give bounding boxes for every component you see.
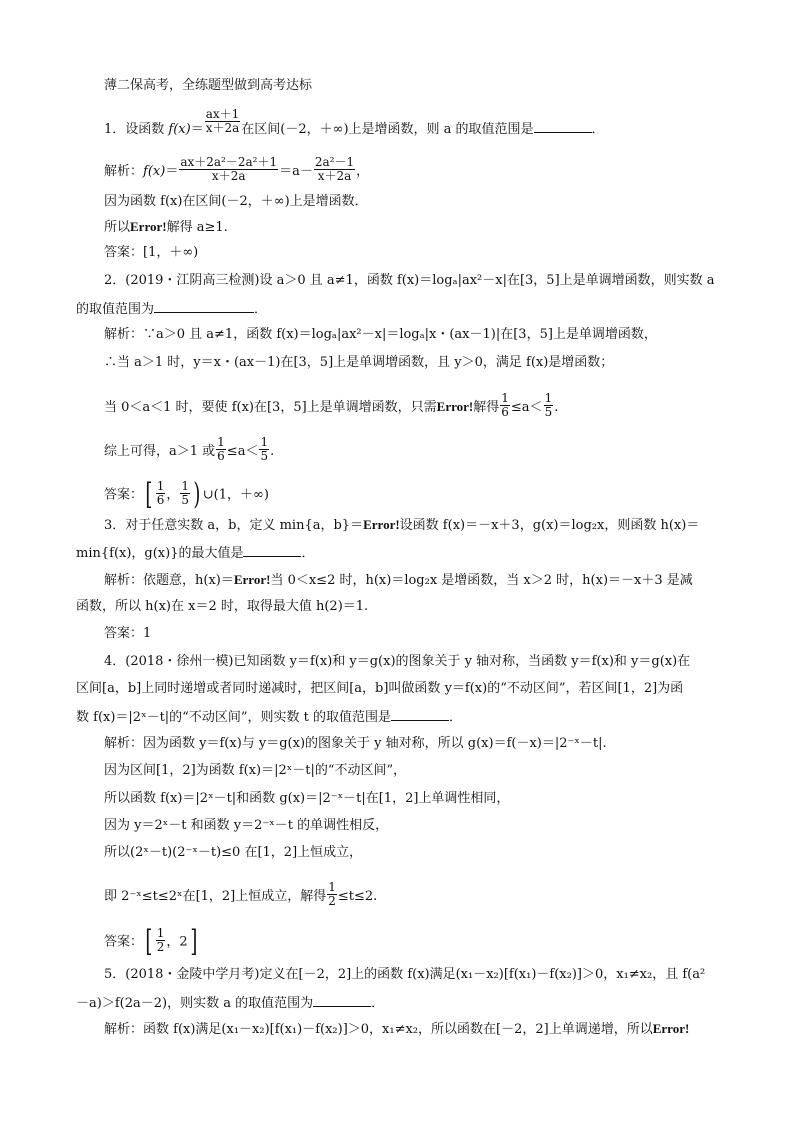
- q2-stem-l2-end: ．: [254, 302, 268, 317]
- q2-sol4-f1-num: 1: [217, 435, 225, 449]
- q4-f-num: 1: [328, 880, 336, 894]
- q2-sol4-a: 综上可得，a＞1 或: [104, 444, 216, 459]
- q3-solution-line1: [104, 572, 693, 589]
- q3-stem-l1-b: 设函数 f(x)＝－x＋3，g(x)＝log₂x，则函数 h(x)＝: [399, 518, 700, 533]
- q1-solution-line1: [104, 155, 370, 185]
- q4-solution-line1: 解析：因为函数 y＝f(x)与 y＝g(x)的图象关于 y 轴对称，所以 g(x)＝f(－x)＝|2⁻ˣ－t|.: [104, 736, 607, 751]
- q2-answer: [104, 477, 269, 512]
- q2-f1-den: 6: [501, 405, 509, 419]
- q1-frac-den: x＋2a: [205, 121, 240, 135]
- q3-sol1-b: 当 0＜x≤2 时，h(x)＝log₂x 是增函数，当 x＞2 时，h(x)＝－x＋3 是减: [270, 573, 693, 588]
- q1-sol-frac1-num: ax＋2a²－2a²＋1: [180, 155, 278, 169]
- q2-frac-one-fifth: [544, 392, 554, 419]
- q1-answer-blank: [534, 120, 592, 133]
- q1-sol-eq2: ＝a－: [279, 164, 313, 179]
- q1-sol-frac2-num: 2a²－1: [314, 155, 355, 169]
- q1-fraction: [205, 108, 241, 135]
- q2-solution-line3: [104, 391, 559, 421]
- q1-sol-fraction1: [179, 156, 278, 183]
- q2-sol3-a: 当 0＜a＜1 时，要使 f(x)在[3，5]上是单调增函数，只需: [104, 400, 437, 415]
- q1-sol-comma: ，: [356, 164, 370, 179]
- q2-ans-right-paren: ): [193, 477, 201, 512]
- q5-stem-line2: [76, 994, 384, 1012]
- q4-frac-one-half: [327, 881, 337, 908]
- q4-answer-blank: [391, 708, 449, 721]
- q1-error-text: Error!: [130, 219, 167, 234]
- q3-stem-line2: [76, 544, 315, 562]
- q4-stem-l3: 数 f(x)＝|2ˣ－t|的“不动区间”，则实数 t 的取值范围是: [76, 710, 391, 725]
- q2-f2-num: 1: [544, 391, 553, 405]
- q3-answer-blank: [243, 544, 301, 557]
- q3-solution-line2: 函数，所以 h(x)在 x＝2 时，取得最大值 h(2)＝1.: [76, 599, 369, 614]
- q4-f-den: 2: [328, 894, 336, 908]
- q2-stem-line2: [76, 300, 267, 318]
- q3-stem-l2-end: ．: [301, 546, 315, 561]
- q4-ans-label: 答案：: [104, 934, 144, 950]
- q2-error-text: Error!: [436, 399, 474, 414]
- q5-solution-line1: [104, 1021, 689, 1038]
- q1-stem-a: 1．设函数: [104, 122, 169, 137]
- q1-frac-num: ax＋1: [205, 107, 240, 121]
- q1-stem-end: ．: [591, 122, 605, 137]
- q1-solution-line2: 因为函数 f(x)在区间(－2，＋∞)上是增函数．: [104, 194, 368, 209]
- q4-sol6-b: ≤t≤2.: [337, 889, 378, 904]
- q2-ans-left-bracket: [: [145, 477, 153, 512]
- q2-sol4-f2-den: 5: [260, 449, 269, 463]
- q1-stem-b: 在区间(－2，＋∞)上是增函数，则 a 的取值范围是: [241, 122, 534, 137]
- q2-answer-blank: [154, 300, 254, 313]
- q3-error-text: Error!: [363, 517, 400, 532]
- q2-frac-one-sixth: [500, 392, 510, 419]
- q3-sol-error-text: Error!: [233, 572, 271, 587]
- q2-sol3-b: 解得: [473, 400, 500, 415]
- q2-ans-f2-num: 1: [181, 478, 190, 493]
- q2-ans-f2-den: 5: [181, 492, 190, 507]
- q2-stem-l2: 的取值范围为: [76, 302, 155, 317]
- q2-ans-frac-one-sixth: [156, 480, 166, 507]
- q4-ans-frac-one-half: [156, 927, 166, 954]
- q1-sol-frac2-den: x＋2a: [317, 169, 352, 183]
- q2-ans-tail: ∪(1，＋∞): [202, 487, 269, 503]
- q5-stem-l2-end: ．: [371, 996, 385, 1011]
- q4-solution-line2: 因为区间[1，2]为函数 f(x)＝|2ˣ－t|的“不动区间”，: [104, 763, 407, 778]
- q1-sol-label: 解析：: [104, 164, 144, 179]
- q4-answer: [104, 924, 199, 959]
- q2-ans-f1-num: 1: [156, 478, 165, 493]
- q2-solution-line2: ∴当 a＞1 时，y＝x・(ax－1)在[3，5]上是单调增函数，且 y＞0，满足 f(x)是增函数；: [104, 355, 614, 370]
- q3-sol1-a: 解析：依题意，h(x)＝: [104, 573, 234, 588]
- q3-stem-l2: min{f(x)，g(x)}的最大值是: [76, 546, 244, 561]
- q1-answer: 答案：[1，＋∞): [104, 245, 199, 260]
- q4-ans-f-den: 2: [156, 939, 165, 954]
- q2-sol4-b: ≤a＜: [226, 444, 259, 459]
- q3-stem-l1-a: 3．对于任意实数 a，b，定义 min{a，b}＝: [104, 518, 364, 533]
- q4-stem-line2: 区间[a，b]上同时递增或者同时递减时，把区间[a，b]叫做函数 y＝f(x)的“不动区间”，若区间[1，2]为函: [76, 681, 684, 696]
- q5-stem-line1: 5．(2018・金陵中学月考)定义在[－2，2]上的函数 f(x)满足(x₁－x₂)[f(x₁)－f(x₂)]＞0，x₁≠x₂，且 f(a²: [104, 967, 706, 982]
- q1-sol-eq1: ＝: [165, 164, 179, 179]
- q2-sol3-d: .: [554, 400, 559, 415]
- q2-ans-mid: ，: [166, 487, 180, 503]
- q1-sol-f: f(x): [143, 164, 166, 179]
- q2-ans-frac-one-fifth: [180, 480, 190, 507]
- q4-sol6-a: 即 2⁻ˣ≤t≤2ˣ在[1，2]上恒成立，解得: [104, 889, 327, 904]
- q3-stem-line1: [104, 517, 699, 534]
- q5-error-text: Error!: [652, 1021, 690, 1036]
- q1-line3-b: 解得 a≥1.: [166, 220, 228, 235]
- q3-answer: 答案：1: [104, 626, 152, 641]
- q1-stem: [104, 107, 605, 143]
- q2-sol4-f1-den: 6: [217, 449, 225, 463]
- q1-eq: ＝: [190, 122, 204, 137]
- q4-solution-line5: 所以(2ˣ－t)(2⁻ˣ－t)≤0 在[1，2]上恒成立，: [104, 845, 363, 860]
- q5-answer-blank: [313, 994, 371, 1007]
- q4-stem-line3: [76, 708, 462, 726]
- q1-solution-line3: [104, 219, 228, 236]
- q4-solution-line3: 所以函数 f(x)＝|2ˣ－t|和函数 g(x)＝|2⁻ˣ－t|在[1，2]上单调性相同，: [104, 791, 510, 806]
- q2-stem-line1: 2．(2019・江阴高三检测)设 a＞0 且 a≠1，函数 f(x)＝logₐ|ax²－x|在[3，5]上是单调增函数，则实数 a: [104, 273, 715, 288]
- q4-stem-l3-end: ．: [448, 710, 462, 725]
- q2-f2-den: 5: [544, 405, 553, 419]
- q4-ans-f-num: 1: [156, 925, 165, 940]
- section-header: 薄二保高考，全练题型做到高考达标: [104, 78, 313, 93]
- q2-sol4-frac-one-sixth: [216, 436, 226, 463]
- q2-sol4-f2-num: 1: [260, 435, 269, 449]
- q4-solution-line6: [104, 880, 378, 910]
- q5-stem-l2: －a)＞f(2a－2)，则实数 a 的取值范围为: [76, 996, 314, 1011]
- q4-ans-right-bracket: ]: [190, 924, 198, 959]
- q2-solution-line1: 解析：∵a＞0 且 a≠1，函数 f(x)＝logₐ|ax²－x|＝logₐ|x・(ax－1)|在[3，5]上是单调增函数，: [104, 327, 657, 342]
- q2-sol3-c: ≤a＜: [510, 400, 543, 415]
- q2-ans-label: 答案：: [104, 487, 144, 503]
- q1-fx: f(x): [168, 122, 191, 137]
- q2-sol4-frac-one-fifth: [259, 436, 269, 463]
- q1-line3-a: 所以: [104, 220, 131, 235]
- q5-sol1-a: 解析：函数 f(x)满足(x₁－x₂)[f(x₁)－f(x₂)]＞0，x₁≠x₂，所以函数在[－2，2]上单调递增，所以: [104, 1022, 653, 1037]
- q2-sol4-c: .: [270, 444, 275, 459]
- q4-ans-left-bracket: [: [145, 924, 153, 959]
- q4-ans-tail: ，2: [166, 934, 188, 950]
- q1-sol-frac1-den: x＋2a: [211, 169, 246, 183]
- q1-sol-fraction2: [314, 156, 355, 183]
- q2-ans-f1-den: 6: [156, 492, 165, 507]
- q4-stem-line1: 4．(2018・徐州一模)已知函数 y＝f(x)和 y＝g(x)的图象关于 y 轴对称，当函数 y＝f(x)和 y＝g(x)在: [104, 654, 691, 669]
- q2-f1-num: 1: [501, 391, 509, 405]
- q2-solution-line4: [104, 435, 275, 465]
- q4-solution-line4: 因为 y＝2ˣ－t 和函数 y＝2⁻ˣ－t 的单调性相反，: [104, 818, 389, 833]
